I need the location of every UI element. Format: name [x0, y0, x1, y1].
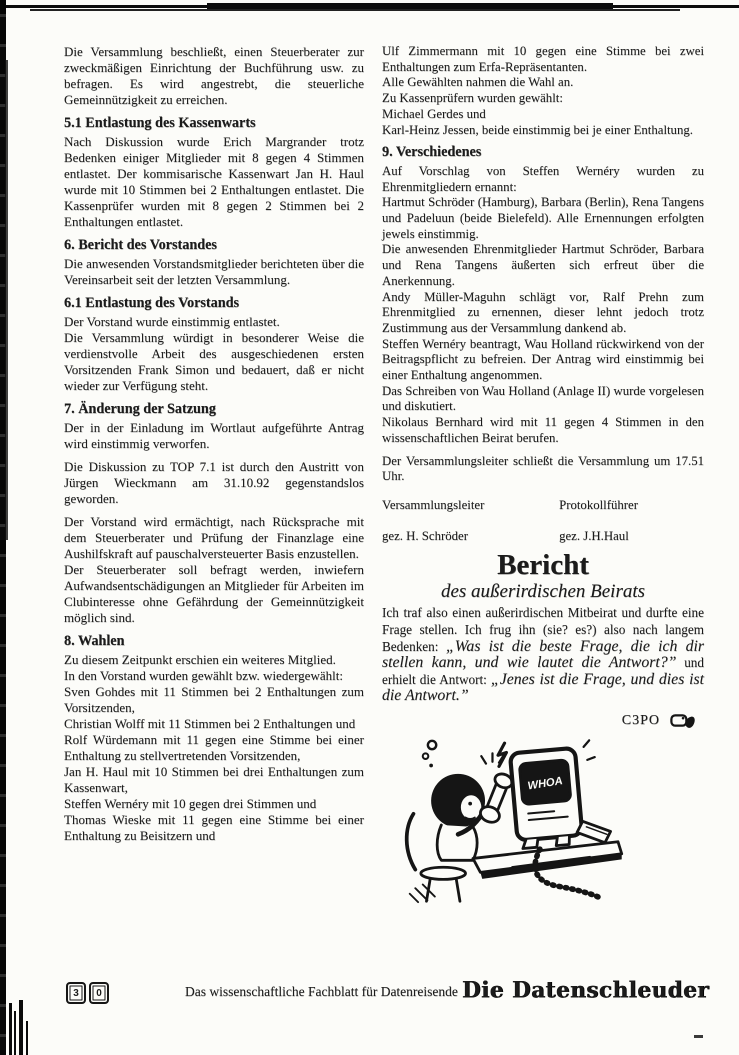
section-heading-6-1: 6.1 Entlastung des Vorstands — [64, 295, 240, 311]
thought-bubble-icon — [428, 741, 436, 749]
report-caption-row — [382, 711, 704, 730]
footer-masthead: Die Datenschleuder — [461, 977, 709, 1004]
paragraph: Die anwesenden Vorstandsmitglieder berichteten über die Vereinsarbeit seit der letzten Versammlung. — [64, 256, 364, 287]
page-footer — [0, 977, 739, 1020]
section-heading-8: 8. Wahlen — [64, 633, 125, 649]
report-text: Ich traf also einen außerirdischen Mitbeirat und durfte eine Frage stellen. Ich frug ihn (sie? es?) also nach langem Bedenken: — [382, 605, 704, 654]
doodle-stamp-icon — [670, 711, 698, 730]
keyboard — [577, 821, 610, 842]
scan-artifact-left-edge — [5, 60, 8, 540]
cartoon-illustration — [382, 732, 704, 909]
signature-role-right: Protokollführer — [559, 497, 638, 512]
kid-at-computer-cartoon — [396, 732, 628, 904]
paragraph: Der Vorstand wurde einstimmig entlastet. Die Versammlung würdigt in besonderer Weise die verdienstvolle Arbeit des ausgeschiedenen ersten Vorsitzenden Frank Simon und bedauert, daß er nicht wieder zur Verfügung steht. — [64, 314, 364, 393]
paragraph: Der Versammlungsleiter schließt die Versammlung um 17.51 Uhr. — [382, 453, 704, 484]
report-subtitle: des außerirdischen Beirats — [440, 581, 646, 603]
report-paragraph — [382, 605, 704, 705]
scan-artifact-speck — [694, 1035, 703, 1038]
report-quote: „Jenes ist die Frage, und dies ist die Antwort.” — [382, 670, 704, 705]
footer-tagline: Das wissenschaftliche Fachblatt für Datenreisende — [185, 984, 458, 999]
report-text: und erhielt die Antwort: — [382, 655, 704, 687]
right-column — [382, 44, 704, 909]
signature-name-left: gez. H. Schröder — [382, 528, 468, 543]
scan-artifact-bottom-streak — [26, 1021, 28, 1055]
paragraph: Der in der Einladung im Wortlaut aufgeführte Antrag wird einstimmig verworfen. — [64, 420, 364, 451]
section-heading-9: 9. Verschiedenes — [382, 144, 482, 161]
section-heading-7: 7. Änderung der Satzung — [64, 401, 216, 417]
scan-artifact-top-edge — [30, 9, 680, 11]
signature-name-right: gez. J.H.Haul — [559, 528, 629, 543]
page-number-digit: 3 — [66, 982, 86, 1004]
left-column — [64, 44, 364, 909]
paragraph: Der Vorstand wird ermächtigt, nach Rücksprache mit dem Steuerberater und Prüfung der Finanzlage eine Aushilfskraft auf pauschalversteuerter Basis enzustellen. Der Steuerberater soll befragt werden, inwiefern Aufwandsentschädigungen an Mitglieder für Arbeiten im Clubinteresse ohne Gefährdung der Gemeinnützigkeit möglich sind. — [64, 514, 364, 625]
c3po-caption: C3PO — [621, 712, 660, 728]
section-heading-5-1: 5.1 Entlastung des Kassenwarts — [64, 115, 256, 131]
paragraph: Zu diesem Zeitpunkt erschien ein weiteres Mitglied. In den Vorstand wurden gewählt bzw. wiedergewählt: Sven Gohdes mit 11 Stimmen bei 2 Enthaltungen zum Vorsitzenden, Christian Wolff mit 11 Stimmen bei 2 Enthaltungen und Rolf Würdemann mit 11 gegen eine Stimme bei einer Enthaltung zu stellvertretenden Vorsitzenden, Jan H. Haul mit 10 Stimmen bei drei Enthaltungen zum Kassenwart, Steffen Wernéry mit 10 gegen drei Stimmen und Thomas Wieske mit 11 gegen eine Stimme bei einer Enthaltung zu Beisitzern und — [64, 652, 364, 843]
paragraph: Auf Vorschlag von Steffen Wernéry wurden zu Ehrenmitgliedern ernannt: Hartmut Schröder (Hamburg), Barbara (Berlin), Rena Tangens und Padeluun (beide Bielefeld). Alle Ernennungen erfolgten jewels einstimmig. Die anwesenden Ehrenmitglieder Hartmut Schröder, Barbara und Rena Tangens äußerten sich erfreut über die Anerkennung. Andy Müller-Maguhn schlägt vor, Ralf Prehn zum Ehrenmitglied zu ernennen, dieser lehnt jedoch trotz Zustimmung aus der Versammlung dankend ab. Steffen Wernéry beantragt, Wau Holland rückwirkend von der Beitragspflicht zu befreien. Der Antrag wird einstimmig bei einer Enthaltung angenommen. Das Schreiben von Wau Holland (Anlage II) wurde vorgelesen und diskutiert. Nikolaus Bernhard wird mit 11 gegen 4 Stimmen in den wissenschaftlichen Beirat berufen. — [382, 163, 704, 445]
paragraph: Ulf Zimmermann mit 10 gegen eine Stimme bei zwei Enthaltungen zum Erfa-Repräsentanten. Alle Gewählten nahmen die Wahl an. Zu Kassenprüfern wurden gewählt: Michael Gerdes und Karl-Heinz Jessen, beide einstimmig bei je einer Enthaltung. — [382, 44, 704, 137]
paragraph: Die Versammlung beschließt, einen Steuerberater zur zweckmäßigen Einrichtung der Buchführung usw. zu befragen. Es wird angestrebt, die steuerliche Gemeinnützigkeit zu erreichen. — [64, 44, 364, 107]
report-quote: „Was ist die beste Frage, die ich dir stellen kann, und wie lautet die Antwort?” — [382, 637, 705, 672]
kid-body — [437, 825, 477, 860]
section-heading-6: 6. Bericht des Vorstandes — [64, 237, 217, 253]
page-number-digit: 0 — [89, 982, 109, 1004]
report-title: Bericht — [497, 549, 589, 582]
page-number-keycaps — [66, 982, 109, 1004]
signatures-block — [382, 498, 704, 544]
paragraph: Die Diskussion zu TOP 7.1 ist durch den Austritt von Jürgen Wieckmann am 31.10.92 gegenstandslos geworden. — [64, 459, 364, 506]
signature-role-left: Versammlungsleiter — [382, 497, 485, 512]
paragraph: Nach Diskussion wurde Erich Margrander trotz Bedenken einiger Mitglieder mit 8 gegen 4 Stimmen entlastet. Der kommisarische Kassenwart Jan H. Haul wurde mit 10 Stimmen bei 2 Enthaltungen entlastet. Die Kassenprüfer wurden mit 8 gegen 2 Stimmen bei 2 Enthaltungen entlastet. — [64, 134, 364, 229]
content-columns — [64, 44, 704, 909]
computer — [510, 748, 583, 849]
cartoon-screen-text: WHOA — [526, 775, 564, 793]
